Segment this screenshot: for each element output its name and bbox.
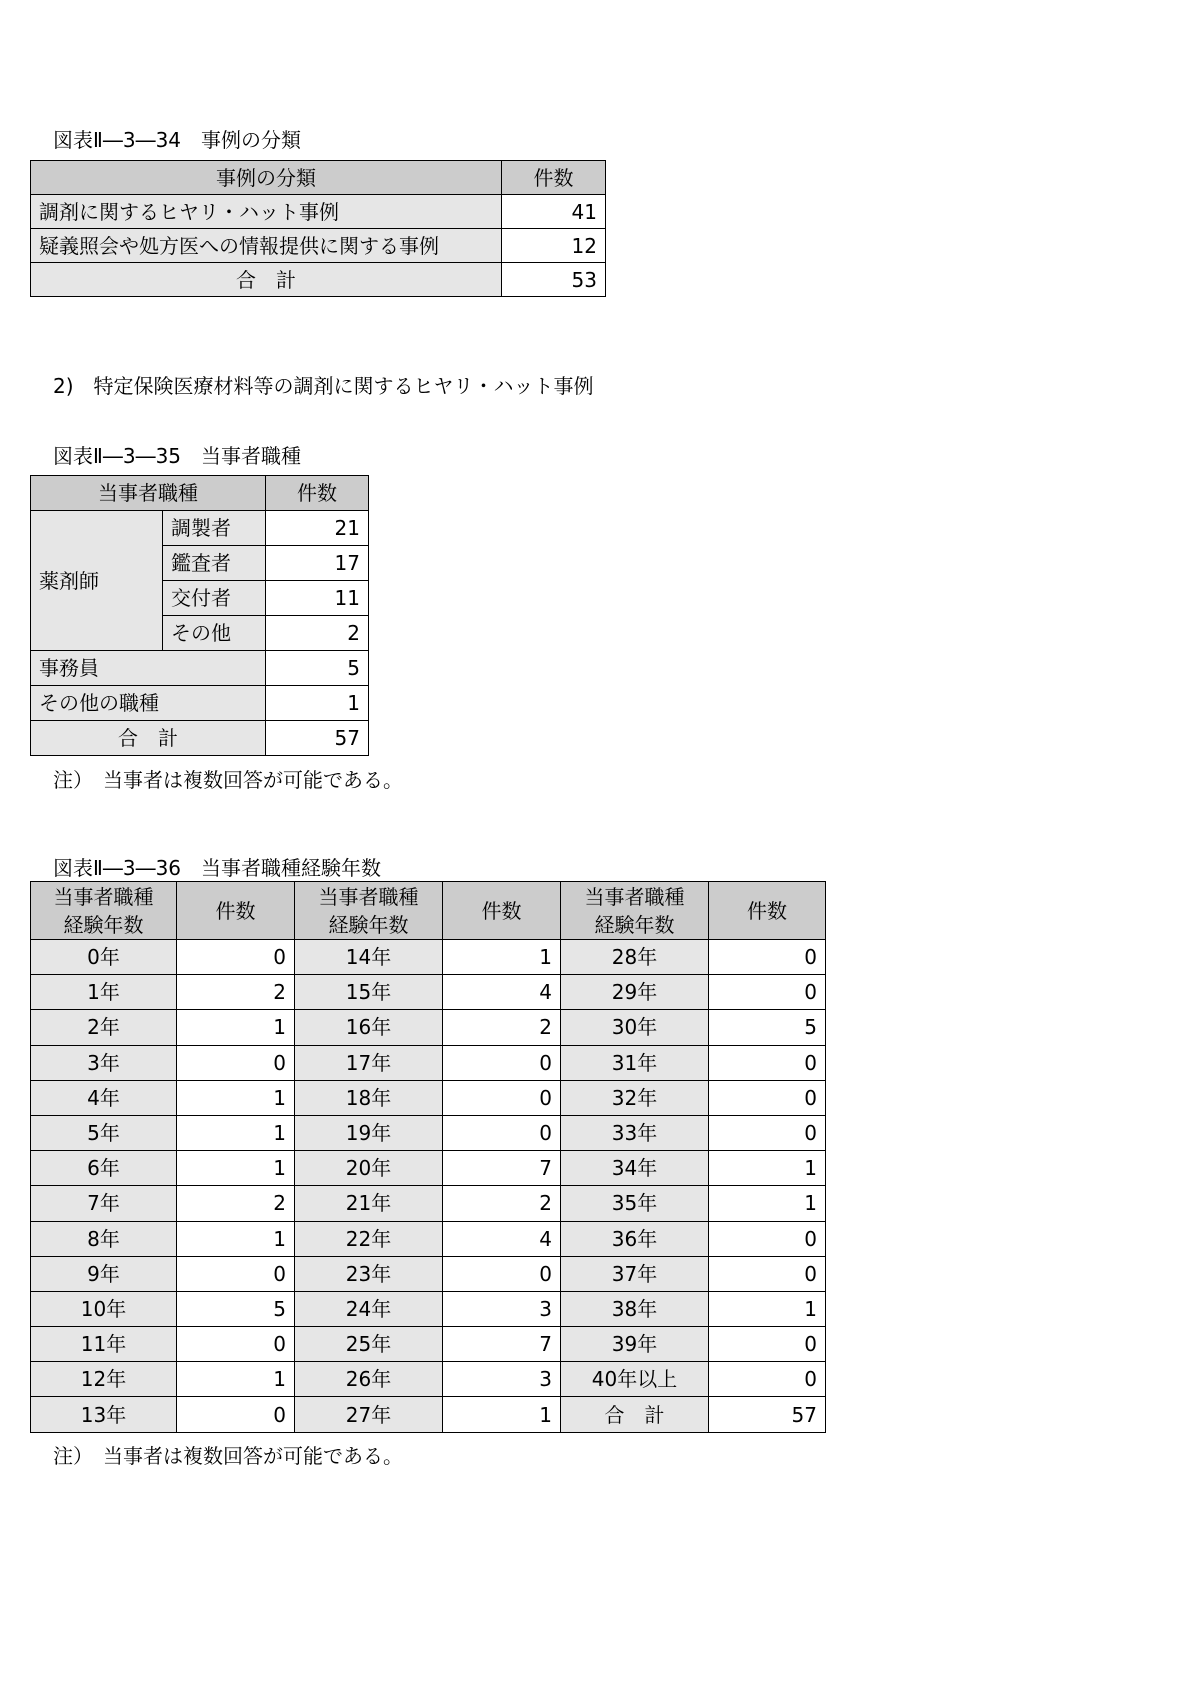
years-cell: 7年 bbox=[31, 1186, 177, 1221]
table-row bbox=[31, 975, 826, 1010]
count-cell: 0 bbox=[709, 1080, 826, 1115]
years-cell: 0年 bbox=[31, 940, 177, 975]
row-count: 11 bbox=[266, 581, 369, 616]
years-cell: 4年 bbox=[31, 1080, 177, 1115]
count-cell: 0 bbox=[709, 940, 826, 975]
table2-note: 注） 当事者は複数回答が可能である。 bbox=[53, 768, 403, 792]
years-cell: 37年 bbox=[561, 1256, 709, 1291]
row-label: 鑑査者 bbox=[163, 546, 266, 581]
experience-years-table bbox=[30, 881, 826, 1433]
header-experience-years bbox=[295, 882, 443, 940]
count-cell: 2 bbox=[177, 975, 295, 1010]
table3-note: 注） 当事者は複数回答が可能である。 bbox=[53, 1444, 403, 1468]
table-row bbox=[31, 940, 826, 975]
years-cell: 34年 bbox=[561, 1151, 709, 1186]
count-cell: 7 bbox=[443, 1327, 561, 1362]
row-count: 2 bbox=[266, 616, 369, 651]
years-cell: 36年 bbox=[561, 1221, 709, 1256]
table-row bbox=[31, 1362, 826, 1397]
count-cell: 7 bbox=[443, 1151, 561, 1186]
years-cell: 26年 bbox=[295, 1362, 443, 1397]
row-label: その他の職種 bbox=[31, 686, 266, 721]
years-cell: 10年 bbox=[31, 1291, 177, 1326]
table-row bbox=[31, 1151, 826, 1186]
count-cell: 3 bbox=[443, 1362, 561, 1397]
years-cell: 19年 bbox=[295, 1115, 443, 1150]
header-count: 件数 bbox=[709, 882, 826, 940]
years-cell: 16年 bbox=[295, 1010, 443, 1045]
header-experience-years bbox=[31, 882, 177, 940]
years-cell: 1年 bbox=[31, 975, 177, 1010]
header-count: 件数 bbox=[266, 476, 369, 511]
row-count: 12 bbox=[502, 229, 606, 263]
count-cell: 0 bbox=[709, 1045, 826, 1080]
table-row bbox=[31, 1115, 826, 1150]
years-cell: 25年 bbox=[295, 1327, 443, 1362]
count-cell: 0 bbox=[709, 975, 826, 1010]
count-cell: 0 bbox=[709, 1221, 826, 1256]
years-cell: 15年 bbox=[295, 975, 443, 1010]
count-cell: 0 bbox=[443, 1080, 561, 1115]
header-line: 当事者職種 bbox=[53, 884, 154, 909]
header-line: 当事者職種 bbox=[318, 884, 419, 909]
row-count: 17 bbox=[266, 546, 369, 581]
table3-title: 図表Ⅱ―3―36 当事者職種経験年数 bbox=[53, 856, 382, 880]
row-count: 41 bbox=[502, 195, 606, 229]
count-cell: 2 bbox=[443, 1186, 561, 1221]
count-cell: 2 bbox=[443, 1010, 561, 1045]
years-cell: 18年 bbox=[295, 1080, 443, 1115]
count-cell: 0 bbox=[709, 1327, 826, 1362]
years-cell: 11年 bbox=[31, 1327, 177, 1362]
years-cell: 39年 bbox=[561, 1327, 709, 1362]
count-cell: 1 bbox=[443, 940, 561, 975]
years-cell: 13年 bbox=[31, 1397, 177, 1432]
header-occupation: 当事者職種 bbox=[31, 476, 266, 511]
table-row bbox=[31, 1045, 826, 1080]
total-label: 合 計 bbox=[31, 721, 266, 756]
years-cell: 32年 bbox=[561, 1080, 709, 1115]
count-cell: 1 bbox=[177, 1362, 295, 1397]
years-cell: 17年 bbox=[295, 1045, 443, 1080]
header-line: 経験年数 bbox=[594, 912, 675, 937]
years-cell: 2年 bbox=[31, 1010, 177, 1045]
years-cell: 9年 bbox=[31, 1256, 177, 1291]
count-cell: 1 bbox=[177, 1010, 295, 1045]
header-count: 件数 bbox=[502, 161, 606, 195]
header-classification: 事例の分類 bbox=[31, 161, 502, 195]
row-count: 1 bbox=[266, 686, 369, 721]
count-cell: 1 bbox=[177, 1221, 295, 1256]
years-cell: 24年 bbox=[295, 1291, 443, 1326]
count-cell: 0 bbox=[177, 1256, 295, 1291]
total-label: 合 計 bbox=[31, 263, 502, 297]
years-cell: 33年 bbox=[561, 1115, 709, 1150]
count-cell: 57 bbox=[709, 1397, 826, 1432]
years-cell: 40年以上 bbox=[561, 1362, 709, 1397]
years-cell: 31年 bbox=[561, 1045, 709, 1080]
count-cell: 0 bbox=[177, 940, 295, 975]
years-cell: 12年 bbox=[31, 1362, 177, 1397]
count-cell: 1 bbox=[177, 1151, 295, 1186]
count-cell: 0 bbox=[443, 1256, 561, 1291]
count-cell: 5 bbox=[177, 1291, 295, 1326]
years-cell: 22年 bbox=[295, 1221, 443, 1256]
row-label: 事務員 bbox=[31, 651, 266, 686]
count-cell: 2 bbox=[177, 1186, 295, 1221]
years-cell: 合 計 bbox=[561, 1397, 709, 1432]
table-row bbox=[31, 1327, 826, 1362]
count-cell: 1 bbox=[709, 1186, 826, 1221]
count-cell: 0 bbox=[443, 1045, 561, 1080]
table-row bbox=[31, 1397, 826, 1432]
count-cell: 0 bbox=[177, 1397, 295, 1432]
years-cell: 28年 bbox=[561, 940, 709, 975]
count-cell: 0 bbox=[709, 1256, 826, 1291]
years-cell: 38年 bbox=[561, 1291, 709, 1326]
years-cell: 27年 bbox=[295, 1397, 443, 1432]
years-cell: 30年 bbox=[561, 1010, 709, 1045]
years-cell: 5年 bbox=[31, 1115, 177, 1150]
row-label: 交付者 bbox=[163, 581, 266, 616]
total-count: 57 bbox=[266, 721, 369, 756]
row-count: 5 bbox=[266, 651, 369, 686]
row-label: その他 bbox=[163, 616, 266, 651]
row-label: 疑義照会や処方医への情報提供に関する事例 bbox=[31, 229, 502, 263]
years-cell: 23年 bbox=[295, 1256, 443, 1291]
table-row bbox=[31, 1080, 826, 1115]
header-experience-years bbox=[561, 882, 709, 940]
count-cell: 1 bbox=[177, 1115, 295, 1150]
count-cell: 0 bbox=[443, 1115, 561, 1150]
count-cell: 4 bbox=[443, 1221, 561, 1256]
years-cell: 8年 bbox=[31, 1221, 177, 1256]
years-cell: 6年 bbox=[31, 1151, 177, 1186]
count-cell: 0 bbox=[177, 1327, 295, 1362]
count-cell: 1 bbox=[709, 1291, 826, 1326]
count-cell: 0 bbox=[177, 1045, 295, 1080]
count-cell: 0 bbox=[709, 1115, 826, 1150]
table1-title: 図表Ⅱ―3―34 事例の分類 bbox=[53, 128, 302, 152]
party-occupation-table bbox=[30, 475, 369, 756]
years-cell: 29年 bbox=[561, 975, 709, 1010]
row-label: 調製者 bbox=[163, 511, 266, 546]
table-row bbox=[31, 1221, 826, 1256]
table-row bbox=[31, 1010, 826, 1045]
table-row bbox=[31, 1291, 826, 1326]
years-cell: 21年 bbox=[295, 1186, 443, 1221]
years-cell: 35年 bbox=[561, 1186, 709, 1221]
header-count: 件数 bbox=[177, 882, 295, 940]
count-cell: 1 bbox=[177, 1080, 295, 1115]
case-classification-table bbox=[30, 160, 606, 297]
years-cell: 3年 bbox=[31, 1045, 177, 1080]
row-count: 21 bbox=[266, 511, 369, 546]
years-cell: 14年 bbox=[295, 940, 443, 975]
count-cell: 1 bbox=[709, 1151, 826, 1186]
count-cell: 3 bbox=[443, 1291, 561, 1326]
section-heading: 2) 特定保険医療材料等の調剤に関するヒヤリ・ハット事例 bbox=[53, 374, 594, 398]
row-label: 調剤に関するヒヤリ・ハット事例 bbox=[31, 195, 502, 229]
header-line: 経験年数 bbox=[328, 912, 409, 937]
total-count: 53 bbox=[502, 263, 606, 297]
count-cell: 0 bbox=[709, 1362, 826, 1397]
count-cell: 4 bbox=[443, 975, 561, 1010]
table2-title: 図表Ⅱ―3―35 当事者職種 bbox=[53, 444, 302, 468]
table-row bbox=[31, 1256, 826, 1291]
table-row bbox=[31, 1186, 826, 1221]
header-count: 件数 bbox=[443, 882, 561, 940]
header-line: 当事者職種 bbox=[584, 884, 685, 909]
count-cell: 1 bbox=[443, 1397, 561, 1432]
header-line: 経験年数 bbox=[63, 912, 144, 937]
count-cell: 5 bbox=[709, 1010, 826, 1045]
years-cell: 20年 bbox=[295, 1151, 443, 1186]
group-pharmacist: 薬剤師 bbox=[31, 511, 163, 651]
